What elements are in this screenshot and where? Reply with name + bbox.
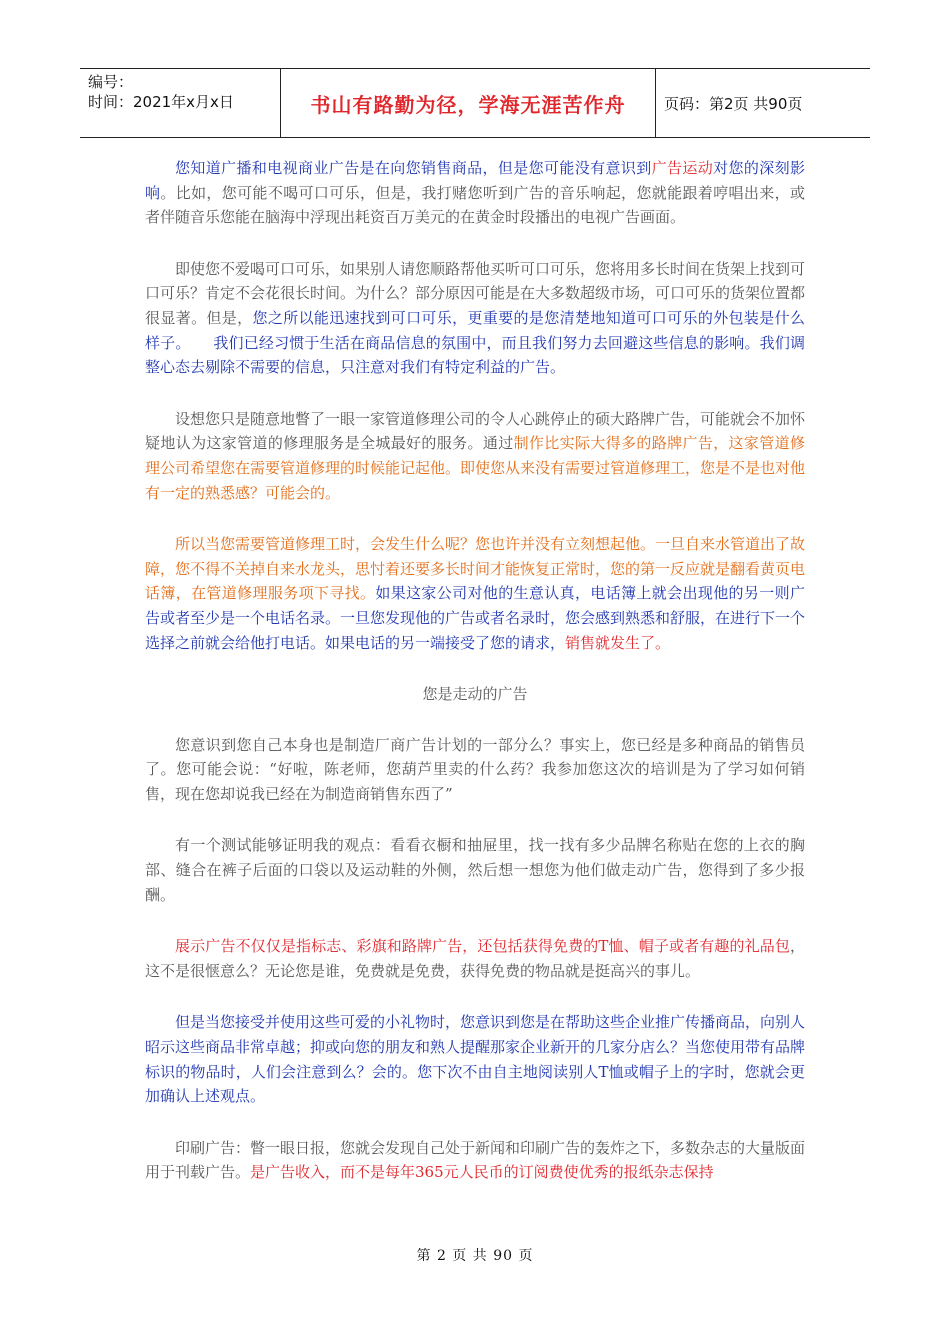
text-segment: 如果这家公司对他的生意认真，电话簿上就会出现他的另一则广告或者至少是一个电话名录。一旦您发现他的广告或者名录时，您会感到熟悉和舒服，在进行下一个选择之前就会给他打电话。如果电话的另一端接受了您的请求， (145, 584, 806, 652)
text-segment: 有一个测试能够证明我的观点：看看衣橱和抽屉里，找一找有多少品牌名称贴在您的上衣的胸部、缝合在裤子后面的口袋以及运动鞋的外侧，然后想一想您为他们做走动广告，您得到了多少报酬。 (145, 836, 805, 904)
text-segment: 印刷广告：瞥一眼日报，您就会发现自己处于新闻和印刷广告的轰炸之下，多数杂志的大量版面用于刊载广告。 (145, 1138, 806, 1182)
document-body (145, 156, 805, 1212)
paragraph (145, 733, 805, 807)
paragraph (145, 407, 805, 505)
page-footer: 第 2 页 共 90 页 (416, 1248, 534, 1264)
text-segment: 广告运动 (651, 159, 714, 177)
header-page-label: 页码：第2页 共90页 (664, 94, 803, 113)
text-segment: 对您的深刻影响 (145, 159, 805, 202)
text-segment: 您是走动的广告 (422, 685, 528, 704)
text-segment: 是广告收入，而不是每年365元人民币的订阅费使优秀的报纸杂志保持 (250, 1163, 714, 1182)
text-segment: 展示广告不仅仅是指标志、彩旗和路牌广告，还包括获得免费的T恤、帽子或者有趣的礼品包 (175, 937, 790, 956)
header-left-cell (80, 69, 281, 137)
header-motto: 书山有路勤为径，学海无涯苦作舟 (281, 69, 656, 137)
paragraph (145, 532, 805, 655)
text-segment: 您之所以能迅速找到可口可乐，更重要的是您清楚地知道可口可乐的外包装是什么样子。 我们已经习惯于生活在商品信息的氛围中，而且我们努力去回避这些信息的影响。我们调整心态去剔除不需要的信息，只注意对我们有特定利益的广告。 (145, 308, 805, 377)
text-segment: 但是当您接受并使用这些可爱的小礼物时，您意识到您是在帮助这些企业推广传播商品，向别人昭示这些商品非常卓越；抑或向您的朋友和熟人提醒那家企业新开的几家分店么？当您使用带有品牌标识的物品时，人们会注意到么？会的。您下次不由自主地阅读别人T恤或帽子上的字时，您就会更加确认上述观点。 (145, 1013, 806, 1106)
text-segment: 您意识到您自己本身也是制造厂商广告计划的一部分么？事实上，您已经是多种商品的销售员了。您可能会说：“好啦，陈老师，您葫芦里卖的什么药？我参加您这次的培训是为了学习如何销售，现在您却说我已经在为制造商销售东西了” (145, 735, 805, 803)
text-segment: 所以当您需要管道修理工时，会发生什么呢？您也许并没有立刻想起他。一旦自来水管道出了故障，您不得不关掉自来水龙头，思忖着还要多长时间才能恢复正常时，您的第一反应就是翻看黄页电话簿，在管道修理服务项下寻找。 (145, 535, 806, 603)
page-header (80, 68, 870, 138)
section-title (145, 682, 805, 707)
paragraph (145, 833, 805, 907)
text-segment: 即使您不爱喝可口可乐，如果别人请您顺路帮他买听可口可乐，您将用多长时间在货架上找到可口可乐？肯定不会花很长时间。为什么？部分原因可能是在大多数超级市场，可口可乐的货架位置都很显著。但是， (145, 259, 806, 327)
text-segment: 销售就发生了。 (565, 633, 671, 652)
text-segment: 设想您只是随意地瞥了一眼一家管道修理公司的令人心跳停止的硕大路牌广告，可能就会不加怀疑地认为这家管道的修理服务是全城最好的服务。通过 (145, 409, 806, 453)
paragraph (145, 934, 805, 983)
paragraph (145, 257, 805, 380)
number-label: 编号： (88, 73, 134, 91)
paragraph (145, 156, 805, 230)
text-segment: 。比如，您可能不喝可口可乐，但是，我打赌您听到广告的音乐响起，您就能跟着哼唱出来，或者伴随音乐您能在脑海中浮现出耗资百万美元的在黄金时段播出的电视广告画面。 (145, 183, 805, 227)
text-segment: 您知道广播和电视商业广告是在向您销售商品，但是您可能没有意识到 (175, 159, 652, 177)
paragraph (145, 1010, 805, 1108)
text-segment: 制作比实际大得多的路牌广告，这家管道修理公司希望您在需要管道修理的时候能记起他。即使您从来没有需要过管道修理工，您是不是也对他有一定的熟悉感？可能会的。 (145, 434, 806, 502)
text-segment: ，这不是很惬意么？无论您是谁，免费就是免费，获得免费的物品就是挺高兴的事儿。 (145, 937, 805, 980)
paragraph (145, 1136, 805, 1185)
date-label: 时间：2021年x月x日 (88, 93, 234, 111)
